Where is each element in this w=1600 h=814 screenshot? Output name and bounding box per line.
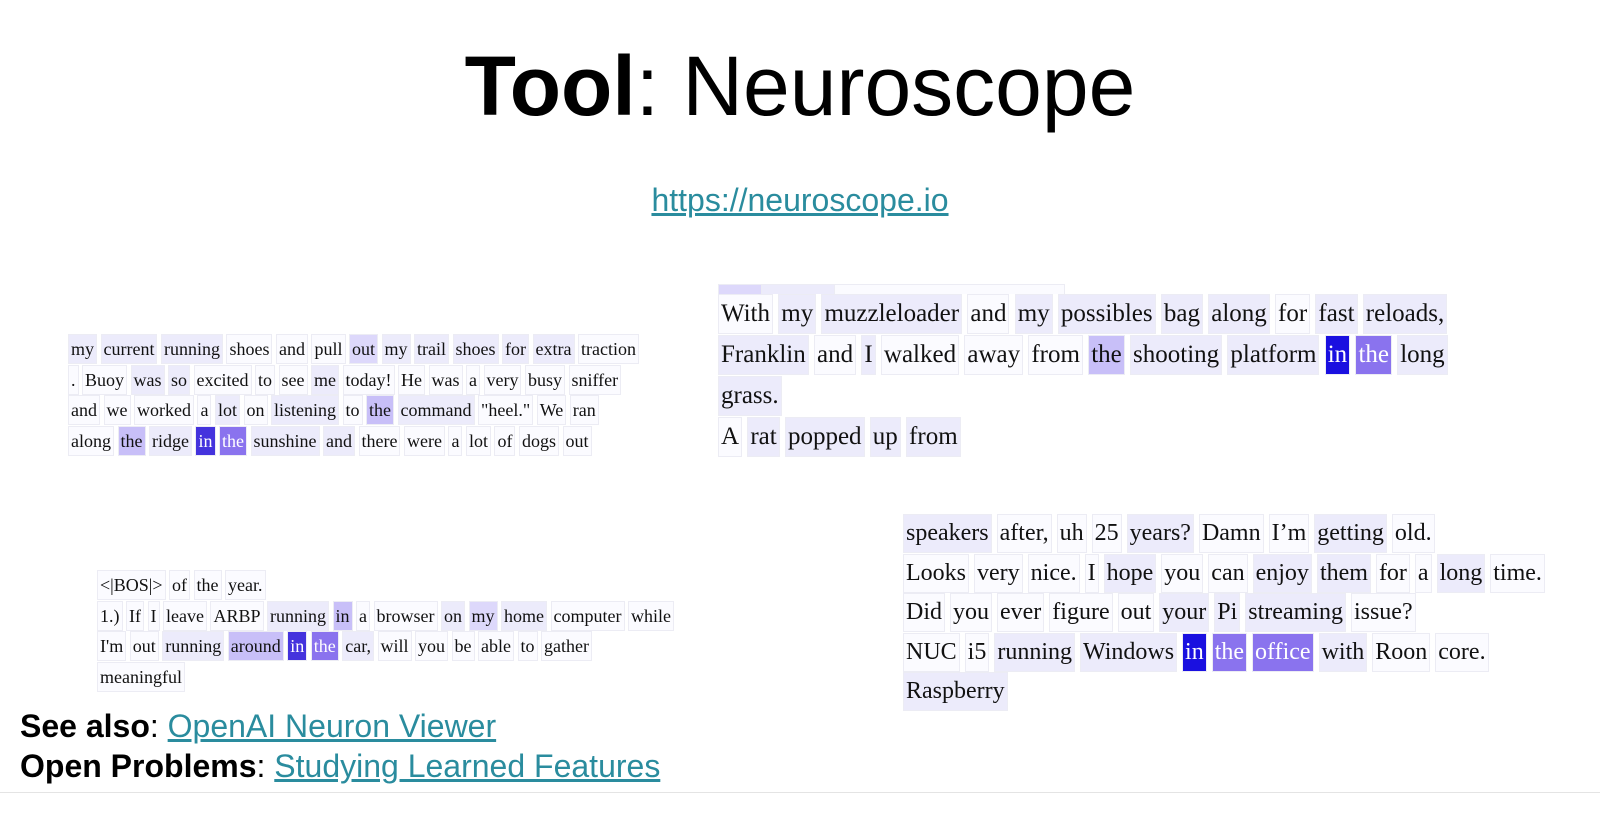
- token: platform: [1227, 335, 1319, 375]
- token: nice.: [1028, 554, 1080, 593]
- token: running: [162, 631, 224, 661]
- token: .: [68, 365, 79, 395]
- token: 25: [1092, 514, 1122, 553]
- snippet-line: [903, 633, 1544, 673]
- token: Looks: [903, 554, 969, 593]
- token: streaming: [1245, 593, 1346, 632]
- token: from: [1028, 335, 1083, 375]
- token: the: [194, 570, 222, 600]
- token: we: [104, 395, 131, 425]
- token: Windows: [1080, 633, 1177, 672]
- token: for: [502, 334, 529, 364]
- snippet-line: [68, 426, 638, 457]
- token: can: [1208, 554, 1247, 593]
- snippet-line: [97, 662, 673, 693]
- snippet-line: [68, 334, 638, 365]
- token: out: [1118, 593, 1155, 632]
- token: speakers: [903, 514, 992, 553]
- openai-neuron-viewer-link[interactable]: OpenAI Neuron Viewer: [167, 708, 497, 744]
- token: We: [537, 395, 567, 425]
- token: your: [1159, 593, 1209, 632]
- token: computer: [551, 601, 625, 631]
- token: in: [1182, 633, 1207, 672]
- token: years?: [1127, 514, 1194, 553]
- token: busy: [525, 365, 565, 395]
- token: rat: [747, 417, 779, 457]
- token: leave: [163, 601, 207, 631]
- token: able: [478, 631, 514, 661]
- token: was: [429, 365, 463, 395]
- token: of: [169, 570, 190, 600]
- token: sniffer: [569, 365, 622, 395]
- token: while: [628, 601, 674, 631]
- token: the: [1088, 335, 1125, 375]
- open-problems-label: Open Problems: [20, 748, 257, 784]
- token: you: [950, 593, 992, 632]
- token: and: [276, 334, 308, 364]
- text-snippet-muzzleloader: [718, 284, 1447, 458]
- token: current: [101, 334, 158, 364]
- token: shoes: [453, 334, 499, 364]
- text-snippet-arbp: [97, 570, 673, 692]
- token: around: [228, 631, 284, 661]
- token: listening: [271, 395, 339, 425]
- token: worked: [134, 395, 194, 425]
- snippet-line: [903, 554, 1544, 594]
- token: uh: [1057, 514, 1087, 553]
- token: a: [466, 365, 480, 395]
- snippet-line: [718, 376, 1447, 417]
- token: shoes: [226, 334, 272, 364]
- studying-learned-features-link[interactable]: Studying Learned Features: [274, 748, 661, 784]
- token: a: [448, 426, 462, 456]
- token: my: [778, 294, 816, 334]
- token: today!: [343, 365, 395, 395]
- see-also-label: See also: [20, 708, 150, 744]
- token: lot: [215, 395, 240, 425]
- token: the: [118, 426, 146, 456]
- token: my: [382, 334, 411, 364]
- text-snippet-shoes: [68, 334, 638, 456]
- token: along: [1208, 294, 1270, 334]
- token: see: [279, 365, 308, 395]
- token: away: [964, 335, 1023, 375]
- token: issue?: [1351, 593, 1416, 632]
- title-rest: : Neuroscope: [635, 39, 1136, 133]
- token: i5: [965, 633, 990, 672]
- token: 1.): [97, 601, 123, 631]
- token: figure: [1049, 593, 1112, 632]
- token: and: [68, 395, 100, 425]
- token: dogs: [519, 426, 559, 456]
- snippet-line: [718, 335, 1447, 376]
- token: If: [126, 601, 144, 631]
- token: out: [349, 334, 378, 364]
- token: out: [130, 631, 159, 661]
- token: hope: [1104, 554, 1157, 593]
- token: I'm: [97, 631, 126, 661]
- open-problems-separator: :: [256, 748, 275, 784]
- token: from: [906, 417, 961, 457]
- token: the: [311, 631, 339, 661]
- token: and: [814, 335, 856, 375]
- token: Buoy: [82, 365, 127, 395]
- token: very: [974, 554, 1023, 593]
- token: traction: [578, 334, 639, 364]
- token: walked: [881, 335, 959, 375]
- token: Did: [903, 593, 945, 632]
- bottom-divider: [0, 792, 1600, 793]
- snippet-line: [903, 672, 1544, 712]
- token: for: [1376, 554, 1410, 593]
- token: in: [333, 601, 353, 631]
- token: a: [356, 601, 370, 631]
- token: ARBP: [210, 601, 263, 631]
- token: possibles: [1058, 294, 1156, 334]
- token: my: [68, 334, 97, 364]
- token: to: [518, 631, 538, 661]
- token: in: [195, 426, 215, 456]
- snippet-line: [903, 514, 1544, 554]
- token: Franklin: [718, 335, 809, 375]
- open-problems-row: [20, 746, 660, 786]
- token: running: [267, 601, 329, 631]
- token: getting: [1314, 514, 1387, 553]
- token: office: [1252, 633, 1314, 672]
- token: after,: [997, 514, 1052, 553]
- token: gather: [541, 631, 592, 661]
- token: ran: [570, 395, 599, 425]
- token: Roon: [1372, 633, 1430, 672]
- token: <|BOS|>: [97, 570, 166, 600]
- token: car,: [342, 631, 374, 661]
- token: meaningful: [97, 662, 185, 692]
- token: to: [343, 395, 363, 425]
- token: up: [870, 417, 901, 457]
- token: for: [1275, 294, 1310, 334]
- text-snippet-speakers: [903, 514, 1544, 712]
- token: the: [219, 426, 247, 456]
- token: with: [1319, 633, 1368, 672]
- token: and: [967, 294, 1009, 334]
- token: will: [378, 631, 412, 661]
- snippet-line: [718, 417, 1447, 458]
- token: lot: [466, 426, 491, 456]
- token: long: [1437, 554, 1486, 593]
- token: of: [494, 426, 515, 456]
- token: time.: [1490, 554, 1545, 593]
- url-row: [0, 180, 1600, 220]
- token: and: [323, 426, 355, 456]
- token: shooting: [1130, 335, 1222, 375]
- token: was: [131, 365, 165, 395]
- token: my: [469, 601, 498, 631]
- snippet-line: [97, 570, 673, 601]
- snippet-line: [68, 395, 638, 426]
- token: in: [1325, 335, 1350, 375]
- token: grass.: [718, 376, 782, 416]
- token: trail: [414, 334, 449, 364]
- token: With: [718, 294, 773, 334]
- token: home: [501, 601, 547, 631]
- token: you: [415, 631, 448, 661]
- snippet-line: [97, 631, 673, 662]
- token: browser: [374, 601, 438, 631]
- token: old.: [1392, 514, 1435, 553]
- token: ever: [997, 593, 1044, 632]
- token: my: [1015, 294, 1053, 334]
- token: on: [441, 601, 465, 631]
- token: a: [1415, 554, 1432, 593]
- token: running: [994, 633, 1075, 672]
- token: I’m: [1269, 514, 1310, 553]
- see-also-separator: :: [149, 708, 168, 744]
- title-bold: Tool: [464, 39, 636, 133]
- token: be: [452, 631, 475, 661]
- token: running: [161, 334, 223, 364]
- token: NUC: [903, 633, 960, 672]
- slide-title: [0, 36, 1600, 136]
- snippet-line: [903, 593, 1544, 633]
- token: you: [1161, 554, 1203, 593]
- snippet-line: [97, 601, 673, 632]
- token: muzzleloader: [821, 294, 962, 334]
- token: pull: [311, 334, 345, 364]
- token: them: [1317, 554, 1371, 593]
- token: reloads,: [1363, 294, 1447, 334]
- neuroscope-link[interactable]: https://neuroscope.io: [651, 182, 949, 218]
- see-also-row: [20, 706, 496, 746]
- token: He: [398, 365, 425, 395]
- token: I: [148, 601, 160, 631]
- token: there: [359, 426, 401, 456]
- token: "heel.": [478, 395, 533, 425]
- token: extra: [533, 334, 575, 364]
- token: to: [255, 365, 275, 395]
- snippet-line: [718, 294, 1447, 335]
- token: Raspberry: [903, 672, 1008, 711]
- token: so: [168, 365, 190, 395]
- token: me: [311, 365, 339, 395]
- token: popped: [785, 417, 865, 457]
- token: sunshine: [251, 426, 320, 456]
- token: Damn: [1199, 514, 1264, 553]
- token: core.: [1435, 633, 1488, 672]
- token: excited: [194, 365, 252, 395]
- token: fast: [1315, 294, 1357, 334]
- token: Pi: [1214, 593, 1240, 632]
- token: the: [366, 395, 394, 425]
- token: along: [68, 426, 114, 456]
- token: long: [1397, 335, 1447, 375]
- token: out: [563, 426, 592, 456]
- token: ridge: [149, 426, 192, 456]
- token: command: [398, 395, 475, 425]
- token: enjoy: [1253, 554, 1312, 593]
- token: on: [244, 395, 268, 425]
- token: year.: [225, 570, 265, 600]
- token: the: [1355, 335, 1392, 375]
- token: I: [861, 335, 875, 375]
- token: were: [404, 426, 445, 456]
- token: I: [1085, 554, 1099, 593]
- token: very: [484, 365, 522, 395]
- token: a: [197, 395, 211, 425]
- token: the: [1212, 633, 1247, 672]
- token: bag: [1161, 294, 1203, 334]
- token: in: [287, 631, 307, 661]
- snippet-line: [68, 365, 638, 396]
- snippet-line-partial: [718, 284, 1447, 294]
- token: A: [718, 417, 742, 457]
